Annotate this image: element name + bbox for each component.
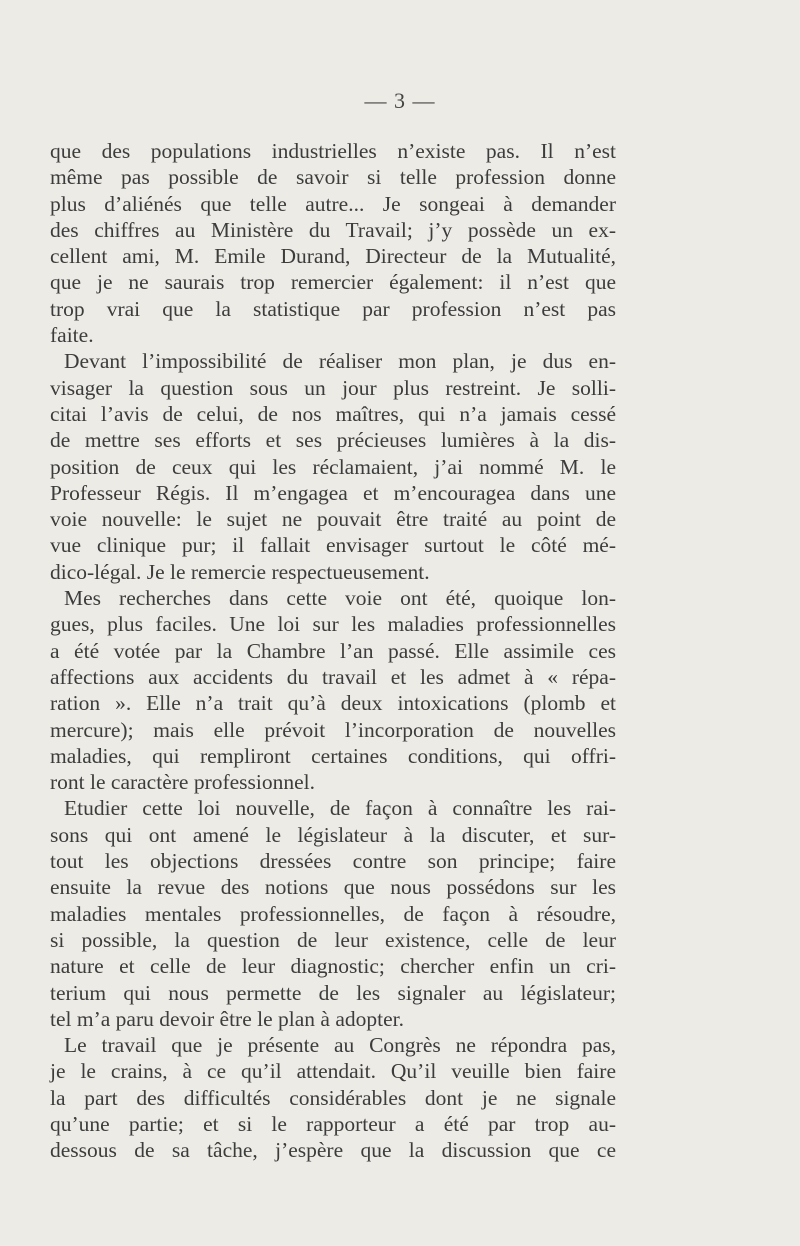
text-line: que des populations industrielles n’existe pas. Il n’est bbox=[50, 139, 616, 163]
text-line: de mettre ses efforts et ses précieuses lumières à la dis- bbox=[50, 428, 616, 453]
text-line: trop vrai que la statistique par profession n’est pas bbox=[50, 296, 616, 321]
text-line: terium qui nous permette de les signaler au législateur; bbox=[50, 980, 616, 1005]
text-line: Le travail que je présente au Congrès ne répondra pas, bbox=[64, 1033, 616, 1058]
text-line: sons qui ont amené le législateur à la discuter, et sur- bbox=[50, 822, 616, 847]
text-line: dessous de sa tâche, j’espère que la discussion que ce bbox=[50, 1138, 616, 1163]
text-line: tel m’a paru devoir être le plan à adopter. bbox=[50, 1006, 404, 1031]
text-line: je le crains, à ce qu’il attendait. Qu’il veuille bien faire bbox=[50, 1059, 616, 1084]
body-text bbox=[50, 138, 616, 1164]
text-line: vue clinique pur; il fallait envisager surtout le côté mé- bbox=[50, 533, 616, 558]
text-line: ensuite la revue des notions que nous possédons sur les bbox=[50, 875, 616, 900]
text-line: cellent ami, M. Emile Durand, Directeur de la Mutualité, bbox=[50, 244, 616, 269]
text-line: maladies mentales professionnelles, de façon à résoudre, bbox=[50, 901, 616, 926]
text-line: la part des difficultés considérables dont je ne signale bbox=[50, 1085, 616, 1110]
text-line: tout les objections dressées contre son principe; faire bbox=[50, 849, 616, 874]
text-line: Professeur Régis. Il m’engagea et m’encouragea dans une bbox=[50, 480, 616, 505]
text-line: ront le caractère professionnel. bbox=[50, 770, 316, 795]
text-line: Etudier cette loi nouvelle, de façon à connaître les rai- bbox=[64, 796, 616, 821]
text-line: citai l’avis de celui, de nos maîtres, qui n’a jamais cessé bbox=[50, 401, 616, 426]
text-line: faite. bbox=[50, 323, 94, 348]
text-line: Mes recherches dans cette voie ont été, quoique lon- bbox=[64, 586, 616, 611]
text-line: qu’une partie; et si le rapporteur a été par trop au- bbox=[50, 1111, 616, 1136]
page-number: — 3 — bbox=[364, 88, 436, 113]
text-line: si possible, la question de leur existence, celle de leur bbox=[50, 927, 616, 952]
text-line: visager la question sous un jour plus restreint. Je solli- bbox=[50, 375, 616, 400]
text-line: a été votée par la Chambre l’an passé. Elle assimile ces bbox=[50, 638, 616, 663]
text-line: nature et celle de leur diagnostic; chercher enfin un cri- bbox=[50, 954, 616, 979]
text-line: mercure); mais elle prévoit l’incorporation de nouvelles bbox=[50, 717, 616, 742]
text-line: plus d’aliénés que telle autre... Je songeai à demander bbox=[50, 191, 616, 216]
text-line: même pas possible de savoir si telle profession donne bbox=[50, 165, 616, 190]
text-line: maladies, qui rempliront certaines conditions, qui offri- bbox=[50, 743, 616, 768]
text-line: affections aux accidents du travail et les admet à « répa- bbox=[50, 664, 616, 689]
text-line: Devant l’impossibilité de réaliser mon plan, je dus en- bbox=[64, 349, 616, 374]
text-line: que je ne saurais trop remercier également: il n’est que bbox=[50, 270, 616, 295]
text-line: ration ». Elle n’a trait qu’à deux intoxications (plomb et bbox=[50, 691, 616, 716]
text-line: des chiffres au Ministère du Travail; j’y possède un ex- bbox=[50, 217, 616, 242]
text-line: dico-légal. Je le remercie respectueusement. bbox=[50, 559, 430, 584]
text-line: position de ceux qui les réclamaient, j’ai nommé M. le bbox=[50, 454, 616, 479]
text-line: voie nouvelle: le sujet ne pouvait être traité au point de bbox=[50, 507, 616, 532]
text-line: gues, plus faciles. Une loi sur les maladies professionnelles bbox=[50, 612, 616, 637]
